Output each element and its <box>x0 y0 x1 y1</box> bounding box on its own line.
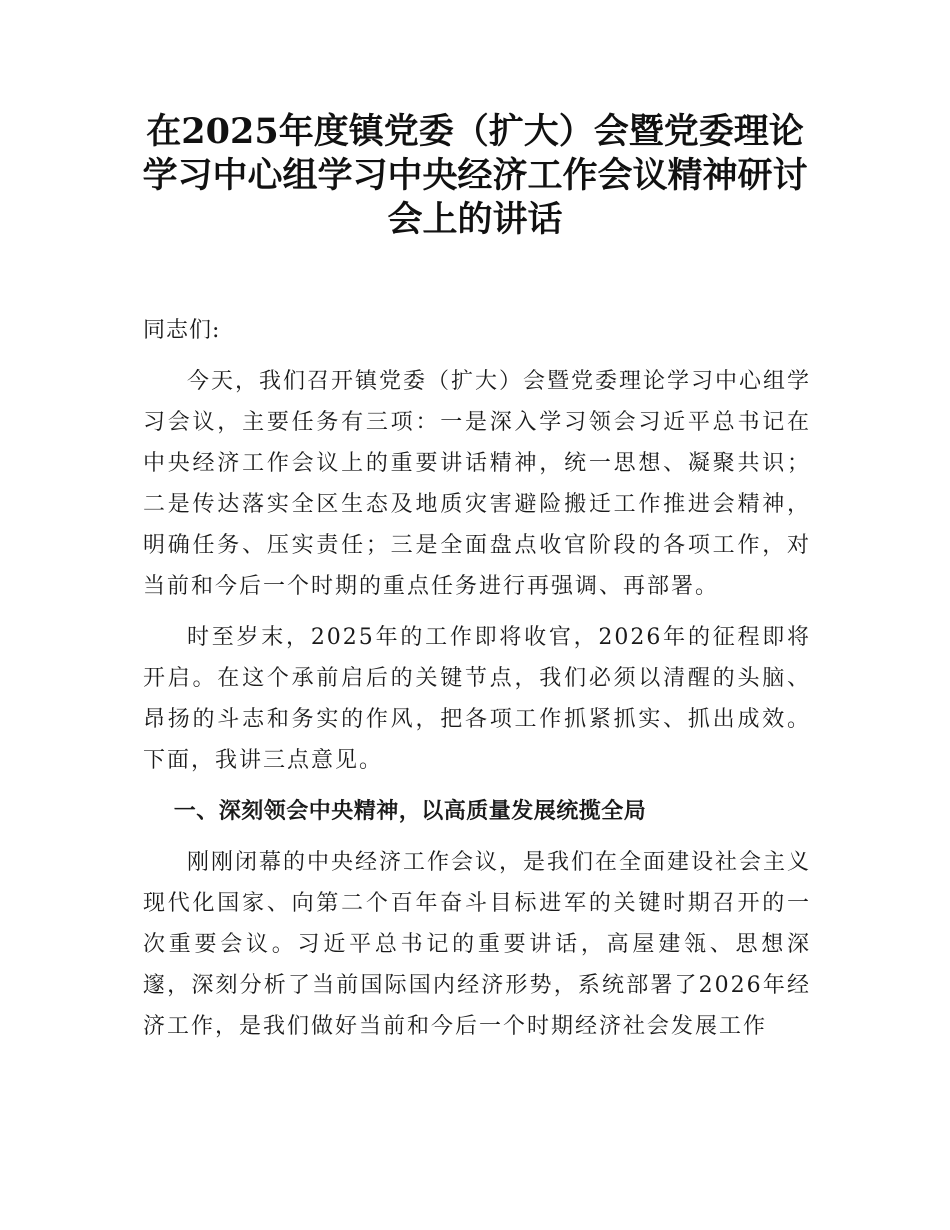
document-body <box>143 310 811 1057</box>
paragraph-context: 时至岁末，2025年的工作即将收官，2026年的征程即将开启。在这个承前启后的关键节点，我们必须以清醒的头脑、昂扬的斗志和务实的作风，把各项工作抓紧抓实、抓出成效。下面，我讲三点意见。 <box>143 625 811 773</box>
paragraph-intro: 今天，我们召开镇党委（扩大）会暨党委理论学习中心组学习会议，主要任务有三项：一是深入学习领会习近平总书记在中央经济工作会议上的重要讲话精神，统一思想、凝聚共识；二是传达落实全区生态及地质灾害避险搬迁工作推进会精神，明确任务、压实责任；三是全面盘点收官阶段的各项工作，对当前和今后一个时期的重点任务进行再强调、再部署。 <box>143 369 812 599</box>
document-title: 在2025年度镇党委（扩大）会暨党委理论学习中心组学习中央经济工作会议精神研讨会上的讲话 <box>142 111 808 240</box>
salutation: 同志们: <box>143 318 221 343</box>
section-heading: 一、深刻领会中央精神，以高质量发展统揽全局 <box>173 799 647 824</box>
paragraph-section-one: 刚刚闭幕的中央经济工作会议，是我们在全面建设社会主义现代化国家、向第二个百年奋斗目标进军的关键时期召开的一次重要会议。习近平总书记的重要讲话，高屋建瓴、思想深邃，深刻分析了当前国际国内经济形势，系统部署了2026年经济工作，是我们做好当前和今后一个时期经济社会发展工作 <box>143 850 812 1039</box>
